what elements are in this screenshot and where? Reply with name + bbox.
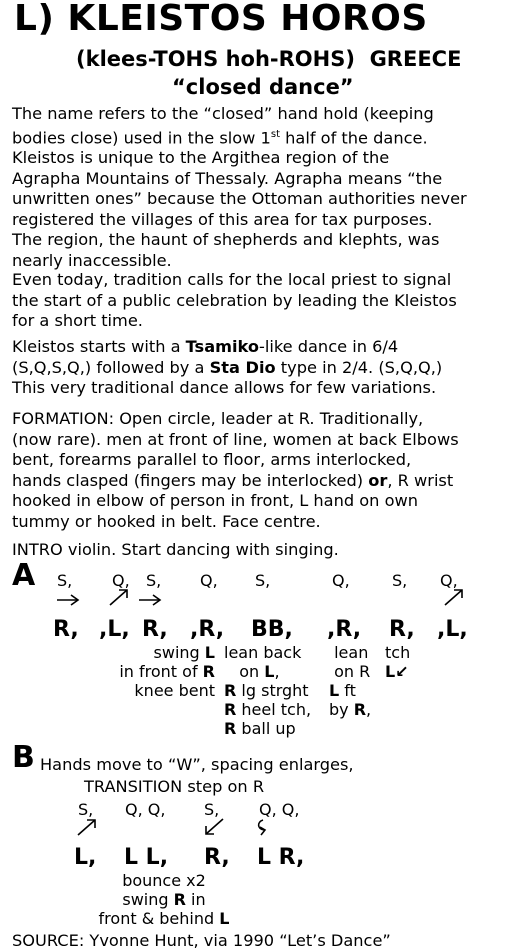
- text-line: [329, 681, 371, 700]
- text-span: , R wrist: [387, 470, 454, 490]
- text-line: the start of a public celebration by leading the Kleistos: [12, 290, 457, 310]
- foot: R: [224, 719, 237, 738]
- step: ,L,: [437, 617, 468, 642]
- part-b-label: B: [12, 740, 35, 775]
- arrow-up-right-icon: [76, 817, 98, 837]
- foot: R: [173, 890, 186, 909]
- text-span: type in 2/4. (S,Q,Q,): [275, 357, 443, 377]
- text-line: bounce x2: [122, 871, 206, 890]
- text-line: [385, 662, 410, 681]
- superscript: st: [270, 128, 280, 140]
- step: R,: [53, 617, 79, 642]
- page-title: L) KLEISTOS HOROS: [14, 0, 428, 39]
- text-line: (now rare). men at front of line, women at back Elbows: [12, 429, 459, 449]
- text-span: ball up: [236, 719, 296, 738]
- foot: R: [224, 681, 237, 700]
- text-span: ft: [339, 681, 356, 700]
- text-line: [224, 681, 311, 700]
- text-span: in: [185, 890, 206, 909]
- text-line: [12, 358, 442, 379]
- step: R,: [204, 845, 230, 870]
- pronunciation: (klees-TOHS hoh-ROHS): [76, 47, 355, 71]
- part-b-description: Hands move to “W”, spacing enlarges,: [40, 755, 354, 774]
- note-lean: [329, 643, 371, 719]
- note-touch: [385, 643, 410, 681]
- text-line: Even today, tradition calls for the local priest to signal: [12, 270, 452, 289]
- text-span: by: [329, 700, 354, 719]
- text-span: hands clasped (fingers may be interlocked): [12, 470, 369, 490]
- text-line: [88, 909, 240, 928]
- text-span: swing: [153, 643, 205, 662]
- text-span: bodies close) used in the slow 1: [12, 127, 271, 147]
- note-bounce: [88, 871, 240, 928]
- count: S,: [146, 571, 162, 590]
- text-line: nearly inaccessible.: [12, 250, 172, 270]
- foot: L: [264, 662, 275, 681]
- text-line: [12, 337, 442, 358]
- arrow-right-icon: [56, 592, 80, 608]
- text-line: [88, 890, 240, 909]
- text-line: This very traditional dance allows for few variations.: [12, 378, 437, 397]
- text-span: on: [239, 662, 265, 681]
- text-line: knee bent: [134, 681, 215, 700]
- foot: L: [204, 643, 215, 662]
- transition-line: TRANSITION step on R: [84, 777, 265, 796]
- text-line: [224, 719, 311, 738]
- country: GREECE: [369, 47, 462, 71]
- foot: R: [224, 700, 237, 719]
- foot: R: [353, 700, 367, 719]
- intro-paragraph: [12, 104, 467, 271]
- text-span: ,: [274, 662, 280, 681]
- text-line: [329, 700, 371, 719]
- text-line: Agrapha Mountains of Thessaly. Agrapha means “the: [12, 168, 443, 188]
- part-a-label: A: [12, 558, 36, 593]
- source-line: SOURCE: Yvonne Hunt, via 1990 “Let’s Dance”: [12, 931, 391, 950]
- meaning: “closed dance”: [172, 75, 354, 99]
- dance-name: Tsamiko: [185, 337, 259, 356]
- foot: L: [329, 681, 340, 700]
- text-line: [329, 662, 371, 681]
- text-span: ,: [366, 700, 372, 719]
- text-span: (S,Q,S,Q,) followed by a: [12, 357, 210, 377]
- text-span: -like dance in 6/4: [259, 337, 399, 356]
- text-line: registered the villages of this area for tax purposes.: [12, 209, 433, 229]
- count: S,: [255, 571, 271, 590]
- text-span: in front of: [119, 662, 203, 681]
- text-span: front & behind: [98, 909, 220, 928]
- arrow-down-left-icon: [203, 817, 225, 837]
- text-line: [12, 125, 467, 149]
- count: S,: [392, 571, 408, 590]
- count: Q,: [200, 571, 218, 590]
- step: ,L,: [99, 617, 130, 642]
- text-line: Kleistos is unique to the Argithea region of the: [12, 148, 390, 168]
- step: L,: [74, 845, 97, 870]
- foot: R: [202, 662, 215, 681]
- count: Q, Q,: [259, 800, 300, 819]
- text-line: for a short time.: [12, 311, 143, 330]
- text-line: tch: [385, 643, 411, 662]
- intro-line: INTRO violin. Start dancing with singing.: [12, 540, 339, 559]
- count: S,: [78, 800, 94, 819]
- text-line: [97, 662, 215, 681]
- pronunciation-line: [76, 47, 461, 71]
- note-lean-back: [224, 643, 311, 738]
- note-swing: [97, 643, 215, 700]
- arrow-right-icon: [138, 592, 162, 608]
- arrow-down-left-icon: ↙: [395, 662, 409, 681]
- text-line: bent, forearms parallel to floor, arms interlocked,: [12, 450, 412, 469]
- text-span: lg strght: [236, 681, 309, 700]
- text-line: lean back: [224, 643, 302, 662]
- foot: L: [385, 662, 396, 681]
- text-span: heel tch,: [236, 700, 312, 719]
- text-span: half of the dance.: [280, 127, 428, 147]
- step: ,R,: [190, 617, 225, 642]
- count: Q,: [440, 571, 458, 590]
- count: Q,: [112, 571, 130, 590]
- step: ,R,: [327, 617, 362, 642]
- text-line: The region, the haunt of shepherds and klephts, was: [12, 230, 440, 250]
- arrow-up-right-icon: [443, 587, 465, 607]
- step: R,: [389, 617, 415, 642]
- text-line: The name refers to the “closed” hand hold (keeping: [12, 104, 434, 123]
- count: S,: [57, 571, 73, 590]
- formation-paragraph: [12, 409, 459, 532]
- text-line: [329, 643, 371, 662]
- text-span: Kleistos starts with a: [12, 337, 186, 356]
- step: R,: [142, 617, 168, 642]
- text-line: [224, 662, 311, 681]
- arrow-up-right-icon: [108, 587, 130, 607]
- step: L R,: [257, 845, 305, 870]
- step: L L,: [124, 845, 169, 870]
- curved-arrow-icon: [256, 816, 276, 840]
- tradition-paragraph: [12, 270, 457, 332]
- text-line: [97, 643, 215, 662]
- text-span: lean: [334, 643, 369, 662]
- structure-paragraph: [12, 337, 442, 399]
- foot: L: [219, 909, 230, 928]
- step: BB,: [251, 617, 293, 642]
- text-line: [12, 471, 459, 492]
- text-span: on R: [334, 662, 371, 681]
- dance-name: Sta Dio: [209, 357, 276, 377]
- count: Q, Q,: [125, 800, 166, 819]
- text-line: hooked in elbow of person in front, L hand on own: [12, 491, 418, 510]
- text-span: swing: [122, 890, 174, 909]
- text-line: tummy or hooked in belt. Face centre.: [12, 511, 321, 531]
- emphasis: or: [368, 470, 388, 490]
- text-line: [224, 700, 311, 719]
- count: S,: [204, 800, 220, 819]
- text-line: FORMATION: Open circle, leader at R. Traditionally,: [12, 409, 424, 428]
- text-line: unwritten ones” because the Ottoman authorities never: [12, 189, 467, 209]
- count: Q,: [332, 571, 350, 590]
